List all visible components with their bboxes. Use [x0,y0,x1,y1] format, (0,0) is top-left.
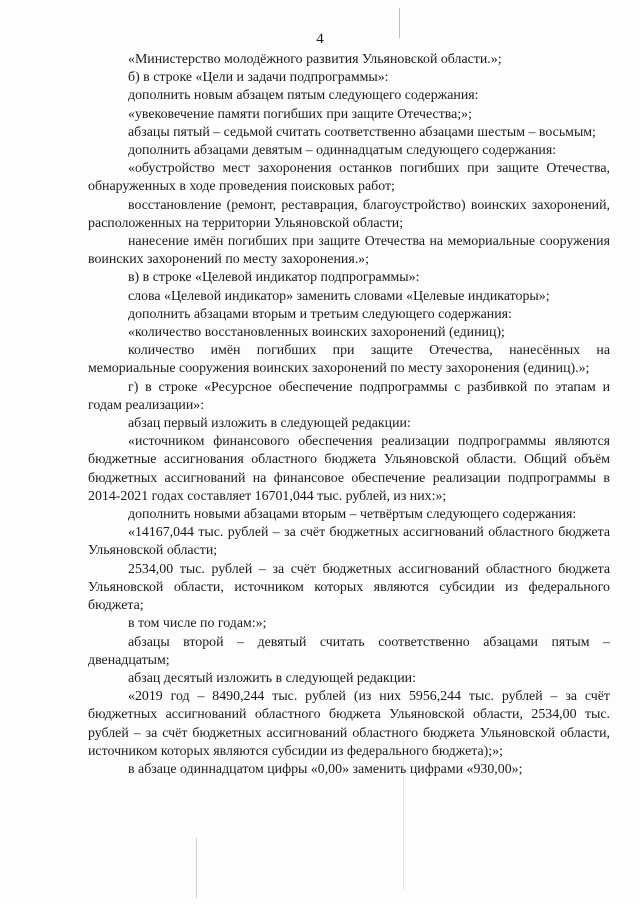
paragraph: в том числе по годам:»; [128,616,267,632]
page-number: 4 [316,31,324,47]
paragraph: в абзаце одиннадцатом цифры «0,00» заменить цифрами «930,00»; [128,761,523,777]
paragraph: абзацы второй – девятый считать соответственно абзацами пятым – двенадцатым; [88,634,610,668]
paragraph: г) в строке «Ресурсное обеспечение подпрограммы с разбивкой по этапам и годам реализации»: [88,379,610,413]
paragraph: 2534,00 тыс. рублей – за счёт бюджетных ассигнований областного бюджета Ульяновской области, источником которых являются субсидии из федерального бюджета; [88,561,610,614]
paragraph: дополнить новым абзацем пятым следующего содержания: [128,88,479,104]
paragraph: «количество восстановленных воинских захоронений (единиц); [128,325,505,341]
paragraph: абзацы пятый – седьмой считать соответственно абзацами шестым – восьмым; [128,124,596,140]
paragraph: «источником финансового обеспечения реализации подпрограммы являются бюджетные ассигнования областного бюджета Ульяновской области. Общий объём бюджетных ассигнований на финансовое обеспечение реализации подпрограммы в 2014-2021 годах составляет 16701,044 тыс. рублей, из них:»; [88,434,610,504]
paragraph: «Министерство молодёжного развития Ульяновской области.»; [128,52,502,67]
paragraph: в) в строке «Целевой индикатор подпрограммы»: [128,270,420,286]
document-body [88,51,610,779]
paragraph: дополнить абзацами вторым и третьим следующего содержания: [128,306,512,322]
paragraph: абзац десятый изложить в следующей редакции: [128,670,416,686]
scan-artifact [196,838,197,898]
paragraph: «2019 год – 8490,244 тыс. рублей (из них 5956,244 тыс. рублей – за счёт бюджетных ассигнований областного бюджета Ульяновской области, 2534,00 тыс. рублей – за счёт бюджетных ассигнований областного бюджета Ульяновской области, источником которых являются субсидии из федерального бюджета);»; [88,689,610,759]
paragraph: абзац первый изложить в следующей редакции: [128,416,411,432]
paragraph: «14167,044 тыс. рублей – за счёт бюджетных ассигнований областного бюджета Ульяновской области; [88,525,610,559]
paragraph: количество имён погибших при защите Отечества, нанесённых на мемориальные сооружения воинских захоронений по месту захоронения (единиц).»; [88,343,610,377]
paragraph: нанесение имён погибших при защите Отечества на мемориальные сооружения воинских захоронений по месту захоронения.»; [88,234,610,268]
paragraph: «обустройство мест захоронения останков погибших при защите Отечества, обнаруженных в ходе проведения поисковых работ; [88,161,610,195]
paragraph: «увековечение памяти погибших при защите Отечества;»; [128,106,472,122]
paragraph: б) в строке «Цели и задачи подпрограммы»: [128,70,389,86]
paragraph: слова «Целевой индикатор» заменить словами «Целевые индикаторы»; [128,288,550,304]
paragraph: дополнить новыми абзацами вторым – четвёртым следующего содержания: [128,507,577,523]
paragraph: восстановление (ремонт, реставрация, благоустройство) воинских захоронений, расположенных на территории Ульяновской области; [88,197,610,231]
paragraph: дополнить абзацами девятым – одиннадцатым следующего содержания: [128,143,557,159]
